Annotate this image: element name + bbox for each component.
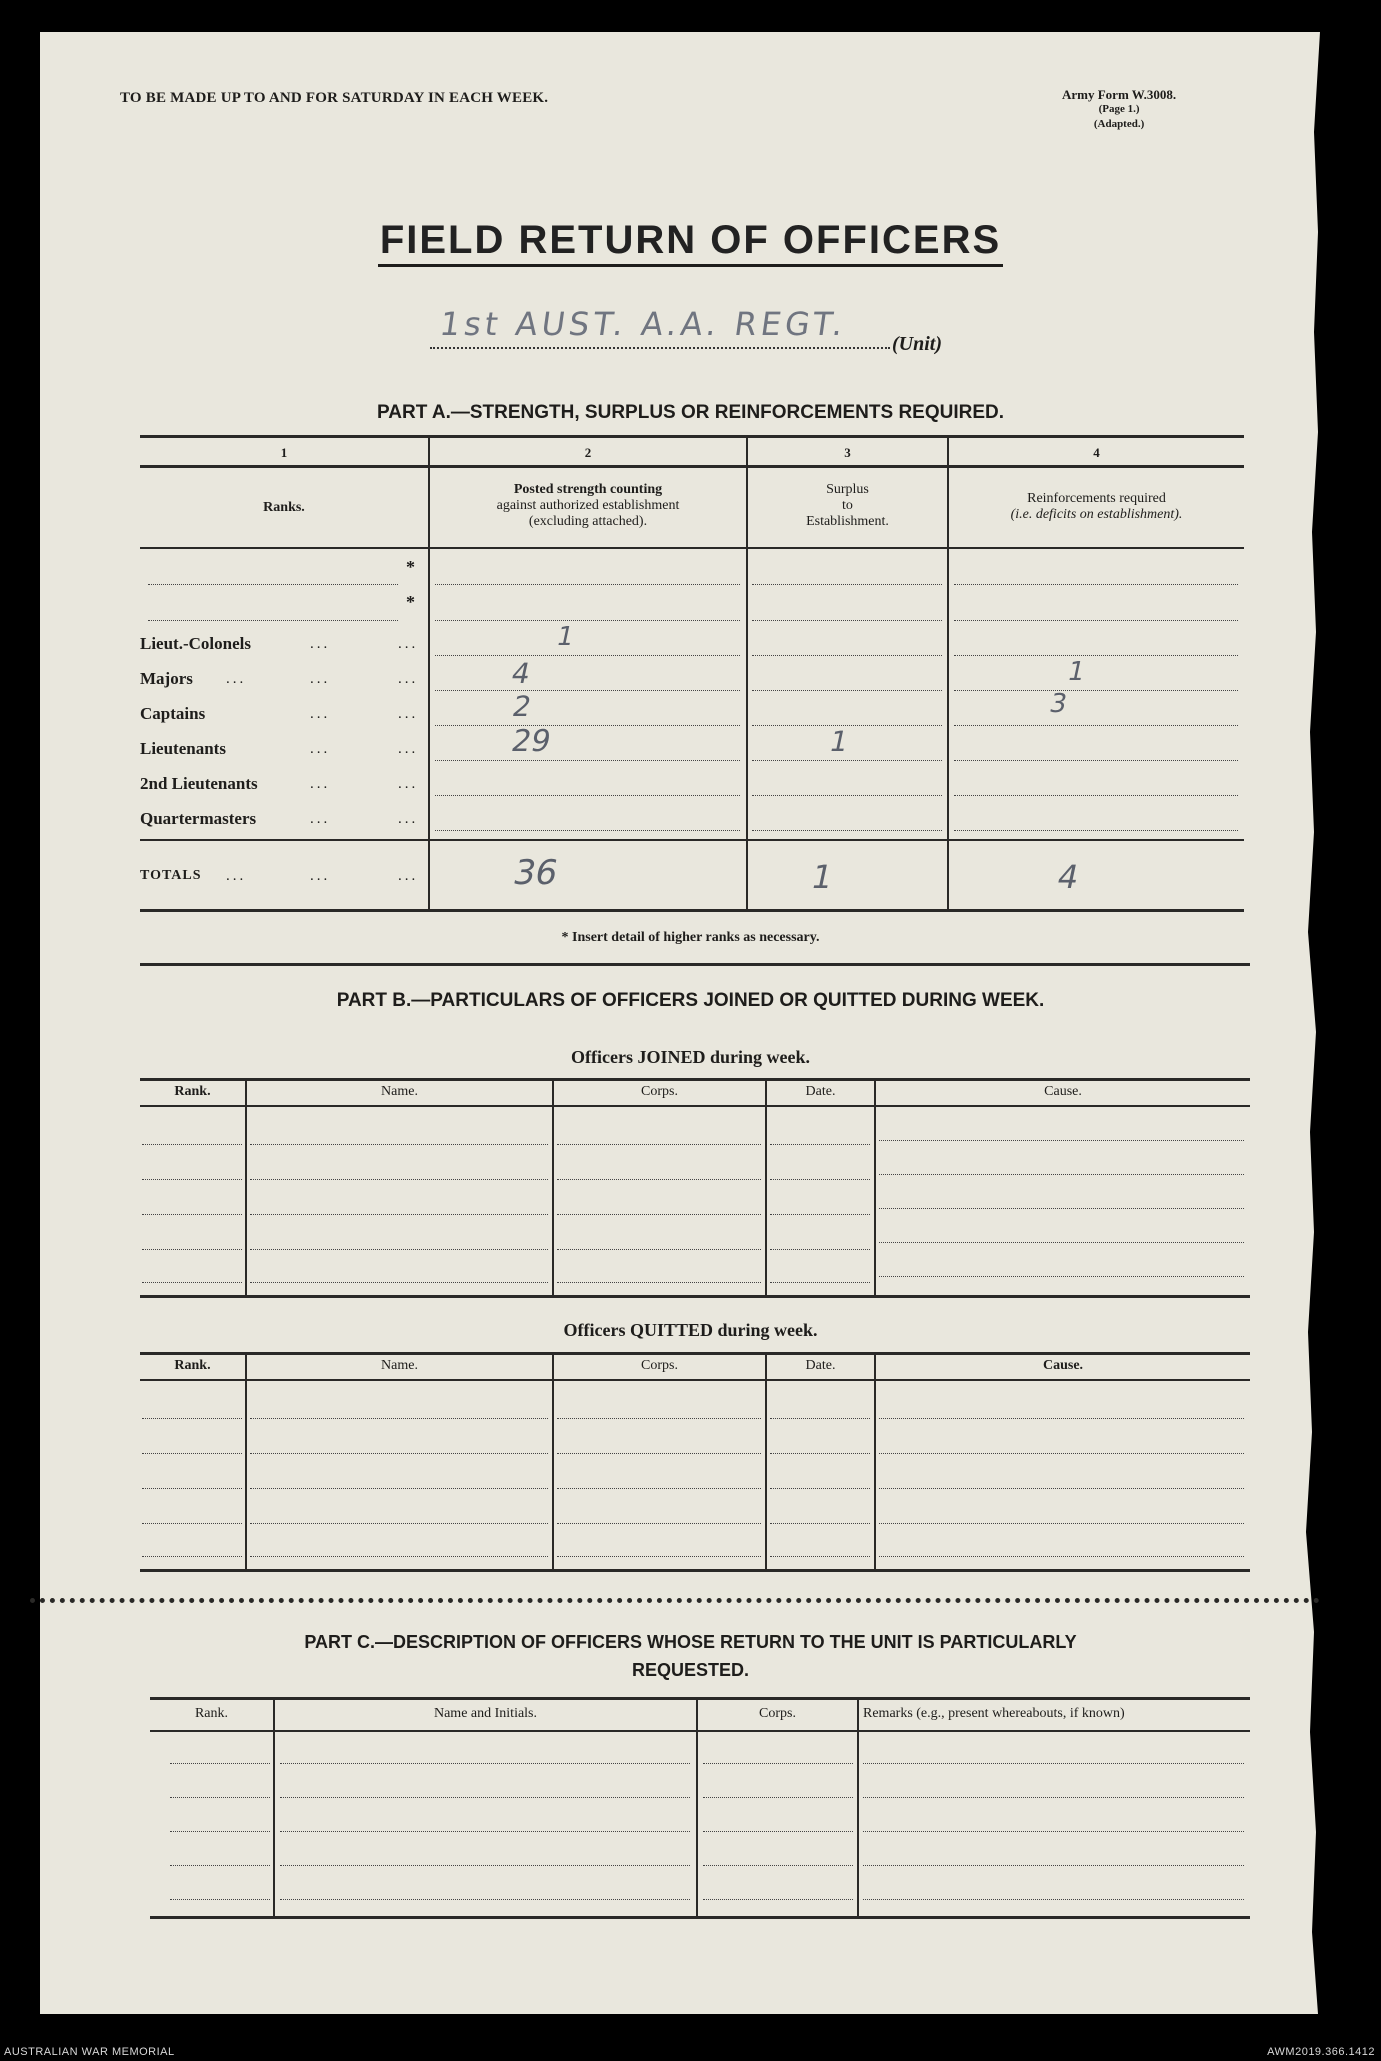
entry-line bbox=[142, 1249, 242, 1250]
part-c-top-rule bbox=[150, 1697, 1250, 1700]
col-number-2: 2 bbox=[584, 445, 592, 460]
entry-line bbox=[170, 1865, 270, 1866]
entry-line bbox=[557, 1523, 761, 1524]
entry-line bbox=[954, 584, 1238, 585]
header-surplus-line-2: to bbox=[842, 498, 853, 513]
value-reinforcements: 3 bbox=[1046, 689, 1070, 719]
entry-line bbox=[770, 1214, 870, 1215]
joined-col-divider bbox=[874, 1078, 876, 1297]
entry-line bbox=[770, 1179, 870, 1180]
entry-line bbox=[435, 584, 740, 585]
part-a-bottom-rule bbox=[140, 909, 1244, 912]
entry-line bbox=[879, 1418, 1244, 1419]
rank-dots: ... bbox=[310, 706, 331, 722]
unit-dotted-line bbox=[430, 347, 890, 349]
joined-col-corps: Corps. bbox=[641, 1084, 678, 1099]
entry-line bbox=[770, 1453, 870, 1454]
form-note: (Adapted.) bbox=[1093, 118, 1145, 130]
entry-line bbox=[435, 690, 740, 691]
entry-line bbox=[142, 1214, 242, 1215]
entry-line bbox=[557, 1556, 761, 1557]
rank-dots: ... bbox=[310, 811, 331, 827]
entry-line bbox=[250, 1144, 548, 1145]
quitted-col-date: Date. bbox=[805, 1358, 836, 1373]
header-posted-line-3: (excluding attached). bbox=[528, 514, 648, 529]
entry-line bbox=[879, 1488, 1244, 1489]
part-c-col-remarks: Remarks (e.g., present whereabouts, if known) bbox=[863, 1706, 1125, 1721]
entry-line bbox=[435, 725, 740, 726]
joined-col-name: Name. bbox=[381, 1084, 418, 1099]
rank-label: Majors bbox=[140, 669, 193, 688]
header-reinforcements-line-2: (i.e. deficits on establishment). bbox=[1010, 507, 1183, 522]
part-a-end-rule bbox=[140, 963, 1250, 966]
joined-top-rule bbox=[140, 1078, 1250, 1081]
entry-line bbox=[435, 795, 740, 796]
entry-line bbox=[703, 1899, 853, 1900]
entry-line bbox=[879, 1556, 1244, 1557]
rank-dots: ... bbox=[310, 776, 331, 792]
blank-rank-line-1 bbox=[148, 584, 398, 585]
header-posted-line-2: against authorized establishment bbox=[496, 498, 680, 513]
total-reinforcements: 4 bbox=[1053, 858, 1083, 896]
header-ranks: Ranks. bbox=[263, 500, 305, 515]
joined-col-divider bbox=[552, 1078, 554, 1297]
entry-line bbox=[863, 1899, 1244, 1900]
entry-line bbox=[752, 690, 942, 691]
totals-dots: ... bbox=[226, 868, 247, 884]
quitted-col-cause: Cause. bbox=[1042, 1358, 1084, 1373]
total-posted: 36 bbox=[509, 853, 562, 893]
quitted-bottom-rule bbox=[140, 1569, 1250, 1572]
entry-line bbox=[250, 1249, 548, 1250]
unit-label: (Unit) bbox=[892, 333, 942, 355]
entry-line bbox=[557, 1214, 761, 1215]
entry-line bbox=[863, 1865, 1244, 1866]
entry-line bbox=[954, 760, 1238, 761]
entry-line bbox=[250, 1488, 548, 1489]
entry-line bbox=[954, 830, 1238, 831]
part-a-title: PART A.—STRENGTH, SURPLUS OR REINFORCEMENTS REQUIRED. bbox=[376, 402, 1005, 423]
entry-line bbox=[435, 830, 740, 831]
entry-line bbox=[557, 1249, 761, 1250]
entry-line bbox=[954, 725, 1238, 726]
entry-line bbox=[250, 1453, 548, 1454]
entry-line bbox=[435, 760, 740, 761]
part-c-col-rank: Rank. bbox=[194, 1706, 229, 1721]
header-posted-line-1: Posted strength counting bbox=[513, 482, 663, 497]
entry-line bbox=[170, 1763, 270, 1764]
header-instruction: TO BE MADE UP TO AND FOR SATURDAY IN EACH WEEK. bbox=[120, 90, 549, 106]
joined-col-divider bbox=[245, 1078, 247, 1297]
quitted-header-rule bbox=[140, 1379, 1250, 1381]
entry-line bbox=[250, 1418, 548, 1419]
entry-line bbox=[250, 1523, 548, 1524]
blank-rank-line-2 bbox=[148, 620, 398, 621]
form-name: Army Form W.3008. bbox=[1062, 87, 1177, 102]
part-c-col-name: Name and Initials. bbox=[433, 1706, 538, 1721]
quitted-col-divider bbox=[552, 1352, 554, 1571]
entry-line bbox=[142, 1418, 242, 1419]
footnote-star-1: * bbox=[406, 557, 415, 577]
joined-col-rank: Rank. bbox=[174, 1084, 211, 1099]
value-posted: 2 bbox=[509, 690, 535, 723]
rank-label: Captains bbox=[140, 704, 206, 723]
part-a-top-rule bbox=[140, 435, 1244, 438]
footnote-star-2: * bbox=[406, 592, 415, 612]
form-page: (Page 1.) bbox=[1098, 103, 1140, 115]
entry-line bbox=[879, 1242, 1244, 1243]
header-surplus bbox=[748, 482, 947, 530]
part-c-col-divider bbox=[273, 1697, 275, 1918]
entry-line bbox=[954, 655, 1238, 656]
rank-dots: ... bbox=[398, 811, 419, 827]
entry-line bbox=[863, 1797, 1244, 1798]
entry-line bbox=[435, 655, 740, 656]
rank-dots: ... bbox=[310, 671, 331, 687]
entry-line bbox=[954, 795, 1238, 796]
part-c-title-line-2: REQUESTED. bbox=[631, 1660, 750, 1680]
joined-title: Officers JOINED during week. bbox=[571, 1047, 810, 1067]
entry-line bbox=[770, 1282, 870, 1283]
entry-line bbox=[703, 1797, 853, 1798]
part-c-col-corps: Corps. bbox=[759, 1706, 796, 1721]
rank-dots: ... bbox=[398, 671, 419, 687]
rank-dots: ... bbox=[398, 776, 419, 792]
entry-line bbox=[752, 760, 942, 761]
entry-line bbox=[250, 1214, 548, 1215]
unit-handwritten: 1st AUST. A.A. REGT. bbox=[437, 305, 850, 343]
entry-line bbox=[170, 1797, 270, 1798]
joined-bottom-rule bbox=[140, 1295, 1250, 1298]
totals-dots: ... bbox=[310, 868, 331, 884]
entry-line bbox=[142, 1556, 242, 1557]
part-c-bottom-rule bbox=[150, 1916, 1250, 1919]
quitted-col-rank: Rank. bbox=[174, 1358, 211, 1373]
perforation-line bbox=[30, 1598, 1320, 1603]
value-posted: 4 bbox=[508, 657, 534, 690]
form-title-wrap bbox=[0, 218, 1381, 263]
quitted-col-name: Name. bbox=[381, 1358, 418, 1373]
entry-line bbox=[770, 1144, 870, 1145]
entry-line bbox=[142, 1523, 242, 1524]
header-surplus-line-3: Establishment. bbox=[806, 514, 889, 529]
entry-line bbox=[770, 1523, 870, 1524]
archive-caption-left: AUSTRALIAN WAR MEMORIAL bbox=[4, 2046, 175, 2058]
entry-line bbox=[879, 1523, 1244, 1524]
entry-line bbox=[752, 620, 942, 621]
entry-line bbox=[280, 1865, 690, 1866]
quitted-col-divider bbox=[245, 1352, 247, 1571]
entry-line bbox=[142, 1179, 242, 1180]
total-surplus: 1 bbox=[807, 858, 837, 896]
entry-line bbox=[770, 1556, 870, 1557]
joined-header-rule bbox=[140, 1105, 1250, 1107]
entry-line bbox=[879, 1174, 1244, 1175]
part-a-numbers-rule bbox=[140, 465, 1244, 468]
archive-caption-right: AWM2019.366.1412 bbox=[1267, 2046, 1375, 2058]
part-c-title-line-1: PART C.—DESCRIPTION OF OFFICERS WHOSE RETURN TO THE UNIT IS PARTICULARLY bbox=[304, 1632, 1077, 1652]
col-number-1: 1 bbox=[280, 445, 288, 460]
part-b-title: PART B.—PARTICULARS OF OFFICERS JOINED OR QUITTED DURING WEEK. bbox=[336, 990, 1045, 1011]
rank-label: Lieutenants bbox=[140, 739, 226, 758]
entry-line bbox=[280, 1763, 690, 1764]
rank-label: Quartermasters bbox=[140, 809, 257, 828]
entry-line bbox=[770, 1488, 870, 1489]
rank-dots: ... bbox=[398, 636, 419, 652]
part-c-col-divider bbox=[696, 1697, 698, 1918]
rank-dots: ... bbox=[310, 741, 331, 757]
entry-line bbox=[142, 1282, 242, 1283]
entry-line bbox=[280, 1899, 690, 1900]
entry-line bbox=[250, 1556, 548, 1557]
entry-line bbox=[557, 1179, 761, 1180]
entry-line bbox=[954, 620, 1238, 621]
entry-line bbox=[250, 1179, 548, 1180]
entry-line bbox=[170, 1831, 270, 1832]
part-c-col-divider bbox=[857, 1697, 859, 1918]
entry-line bbox=[879, 1276, 1244, 1277]
entry-line bbox=[770, 1249, 870, 1250]
entry-line bbox=[557, 1418, 761, 1419]
header-reinforcements bbox=[949, 491, 1244, 523]
quitted-title: Officers QUITTED during week. bbox=[563, 1320, 818, 1340]
form-title: FIELD RETURN OF OFFICERS bbox=[378, 218, 1003, 267]
entry-line bbox=[879, 1453, 1244, 1454]
entry-line bbox=[879, 1208, 1244, 1209]
entry-line bbox=[752, 584, 942, 585]
entry-line bbox=[557, 1144, 761, 1145]
torn-edge bbox=[1288, 32, 1328, 2014]
entry-line bbox=[280, 1831, 690, 1832]
entry-line bbox=[557, 1488, 761, 1489]
part-a-footnote: * Insert detail of higher ranks as necessary. bbox=[561, 930, 820, 945]
joined-col-divider bbox=[765, 1078, 767, 1297]
part-a-totals-rule bbox=[140, 839, 1244, 841]
entry-line bbox=[770, 1418, 870, 1419]
entry-line bbox=[703, 1763, 853, 1764]
totals-label: TOTALS bbox=[140, 868, 202, 883]
header-surplus-line-1: Surplus bbox=[826, 482, 869, 497]
value-posted: 29 bbox=[508, 724, 554, 759]
form-number-block bbox=[1062, 87, 1176, 132]
rank-label: Lieut.-Colonels bbox=[140, 634, 251, 653]
entry-line bbox=[863, 1831, 1244, 1832]
quitted-top-rule bbox=[140, 1352, 1250, 1355]
quitted-col-corps: Corps. bbox=[641, 1358, 678, 1373]
value-surplus: 1 bbox=[826, 725, 852, 758]
entry-line bbox=[863, 1763, 1244, 1764]
part-c-header-rule bbox=[150, 1730, 1250, 1732]
rank-dots: ... bbox=[398, 706, 419, 722]
entry-line bbox=[557, 1453, 761, 1454]
entry-line bbox=[142, 1488, 242, 1489]
part-a-header-rule bbox=[140, 547, 1244, 549]
col-number-3: 3 bbox=[844, 445, 851, 460]
value-reinforcements: 1 bbox=[1064, 657, 1088, 687]
value-posted: 1 bbox=[553, 622, 577, 652]
rank-label: 2nd Lieutenants bbox=[140, 774, 258, 793]
entry-line bbox=[752, 655, 942, 656]
entry-line bbox=[435, 620, 740, 621]
rank-dots: ... bbox=[226, 671, 247, 687]
entry-line bbox=[250, 1282, 548, 1283]
entry-line bbox=[557, 1282, 761, 1283]
entry-line bbox=[879, 1140, 1244, 1141]
joined-col-cause: Cause. bbox=[1044, 1084, 1082, 1099]
quitted-col-divider bbox=[874, 1352, 876, 1571]
header-posted bbox=[430, 482, 746, 530]
joined-col-date: Date. bbox=[805, 1084, 836, 1099]
entry-line bbox=[170, 1899, 270, 1900]
quitted-col-divider bbox=[765, 1352, 767, 1571]
col-number-4: 4 bbox=[1093, 445, 1100, 460]
entry-line bbox=[142, 1453, 242, 1454]
totals-dots: ... bbox=[398, 868, 419, 884]
entry-line bbox=[752, 795, 942, 796]
unit-row bbox=[430, 305, 970, 355]
entry-line bbox=[752, 830, 942, 831]
entry-line bbox=[280, 1797, 690, 1798]
entry-line bbox=[703, 1865, 853, 1866]
rank-dots: ... bbox=[398, 741, 419, 757]
header-reinforcements-line-1: Reinforcements required bbox=[1027, 491, 1166, 506]
entry-line bbox=[954, 690, 1238, 691]
entry-line bbox=[703, 1831, 853, 1832]
entry-line bbox=[142, 1144, 242, 1145]
rank-dots: ... bbox=[310, 636, 331, 652]
